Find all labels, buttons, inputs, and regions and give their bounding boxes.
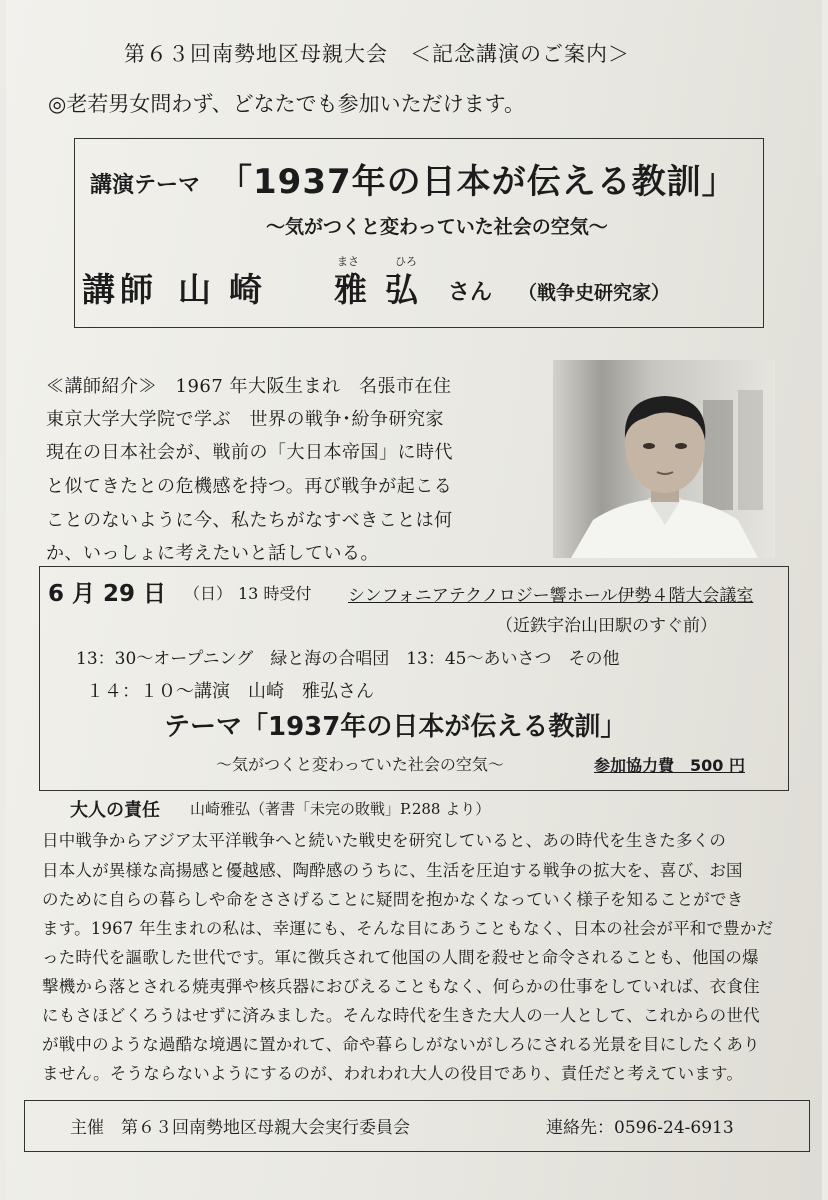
lecturer-given-name: 雅弘 xyxy=(334,270,436,309)
lecturer-photo xyxy=(553,360,775,558)
essay-line: のために自らの暮らしや命をささげることに疑問を抱かなくなっていく様子を知ることができ xyxy=(42,890,744,909)
flyer-sheet xyxy=(6,0,822,1200)
event-program-line: 13：30～オープニング 緑と海の合唱団 13：45～あいさつ その他 xyxy=(76,649,620,669)
event-reception-time: 13 時受付 xyxy=(238,584,312,603)
event-date: 6 月 29 日 xyxy=(48,581,167,607)
essay-line: った時代を謳歌した世代です。軍に徴兵されて他国の人間を殺せと命令されることも、他国の爆 xyxy=(42,948,759,967)
event-venue: シンフォニアテクノロジー響ホール伊勢４階大会議室 xyxy=(348,586,754,606)
lecturer-surname: 山崎 xyxy=(178,270,280,309)
intro-line: と似てきたとの危機感を持つ。再び戦争が起こる xyxy=(46,476,453,497)
intro-line: か、いっしょに考えたいと話している。 xyxy=(46,543,379,564)
participation-fee: 参加協力費 500 円 xyxy=(594,756,745,775)
intro-line: ≪講師紹介≫ 1967 年大阪生まれ 名張市在住 xyxy=(46,376,452,397)
lecturer-title: （戦争史研究家） xyxy=(518,282,671,304)
essay-source: 山崎雅弘（著書「未完の敗戦」P.288 より） xyxy=(190,800,491,818)
event-theme: テーマ「1937年の日本が伝える教訓」 xyxy=(164,712,627,742)
event-access: （近鉄宇治山田駅のすぐ前） xyxy=(496,616,717,636)
intro-line: 現在の日本社会が、戦前の「大日本帝国」に時代 xyxy=(46,442,453,463)
lecture-theme-label: 講演テーマ xyxy=(90,173,201,198)
header-title: 第６３回南勢地区母親大会 ＜記念講演のご案内＞ xyxy=(124,42,630,66)
event-program-line: １４：１０～講演 山崎 雅弘さん xyxy=(86,681,374,702)
essay-line: 撃機から落とされる焼夷弾や核兵器におびえることもなく、何らかの仕事をしていれば、衣食住 xyxy=(42,977,760,996)
lecturer-honorific: さん xyxy=(448,280,493,305)
lecturer-portrait-image xyxy=(553,360,775,558)
essay-line: にもさほどくろうはせずに済みました。そんな時代を生きた大人の一人として、これからの世代 xyxy=(42,1006,760,1025)
event-subtitle: ～気がつくと変わっていた社会の空気～ xyxy=(216,755,504,774)
lecture-theme-title: 「1937年の日本が伝える教訓」 xyxy=(218,162,737,202)
essay-line: 日本人が異様な高揚感と優越感、陶酔感のうちに、生活を圧迫する戦争の拡大を、喜び、お国 xyxy=(42,861,743,880)
lecture-subtitle: ～気がつくと変わっていた社会の空気～ xyxy=(266,216,608,238)
essay-heading: 大人の責任 xyxy=(70,800,160,821)
intro-line: 東京大学大学院で学ぶ 世界の戦争･紛争研究家 xyxy=(46,409,444,430)
essay-line: ます。1967 年生まれの私は、幸運にも、そんな目にあうこともなく、日本の社会が平和で豊かだ xyxy=(42,919,774,938)
essay-line: ません。そうならないようにするのが、われわれ大人の役目であり、責任だと考えています。 xyxy=(42,1064,744,1083)
essay-line: 日中戦争からアジア太平洋戦争へと続いた戦史を研究していると、あの時代を生きた多くの xyxy=(42,831,727,850)
contact-phone: 連絡先：0596-24-6913 xyxy=(546,1118,734,1138)
essay-line: が戦中のような過酷な境遇に置かれて、命や暮らしがないがしろにされる光景を目にしたくあり xyxy=(42,1035,760,1054)
event-day: （日） xyxy=(184,584,233,603)
participation-notice: ◎老若男女問わず、どなたでも参加いただけます。 xyxy=(48,92,525,116)
intro-line: ことのないように今、私たちがなすべきことは何 xyxy=(46,510,453,531)
organizer: 主催 第６３回南勢地区母親大会実行委員会 xyxy=(70,1118,410,1138)
lecturer-label: 講師 xyxy=(82,270,158,309)
lecturer-ruby-masa: まさ xyxy=(337,255,359,268)
lecturer-ruby-hiro: ひろ xyxy=(395,255,417,268)
